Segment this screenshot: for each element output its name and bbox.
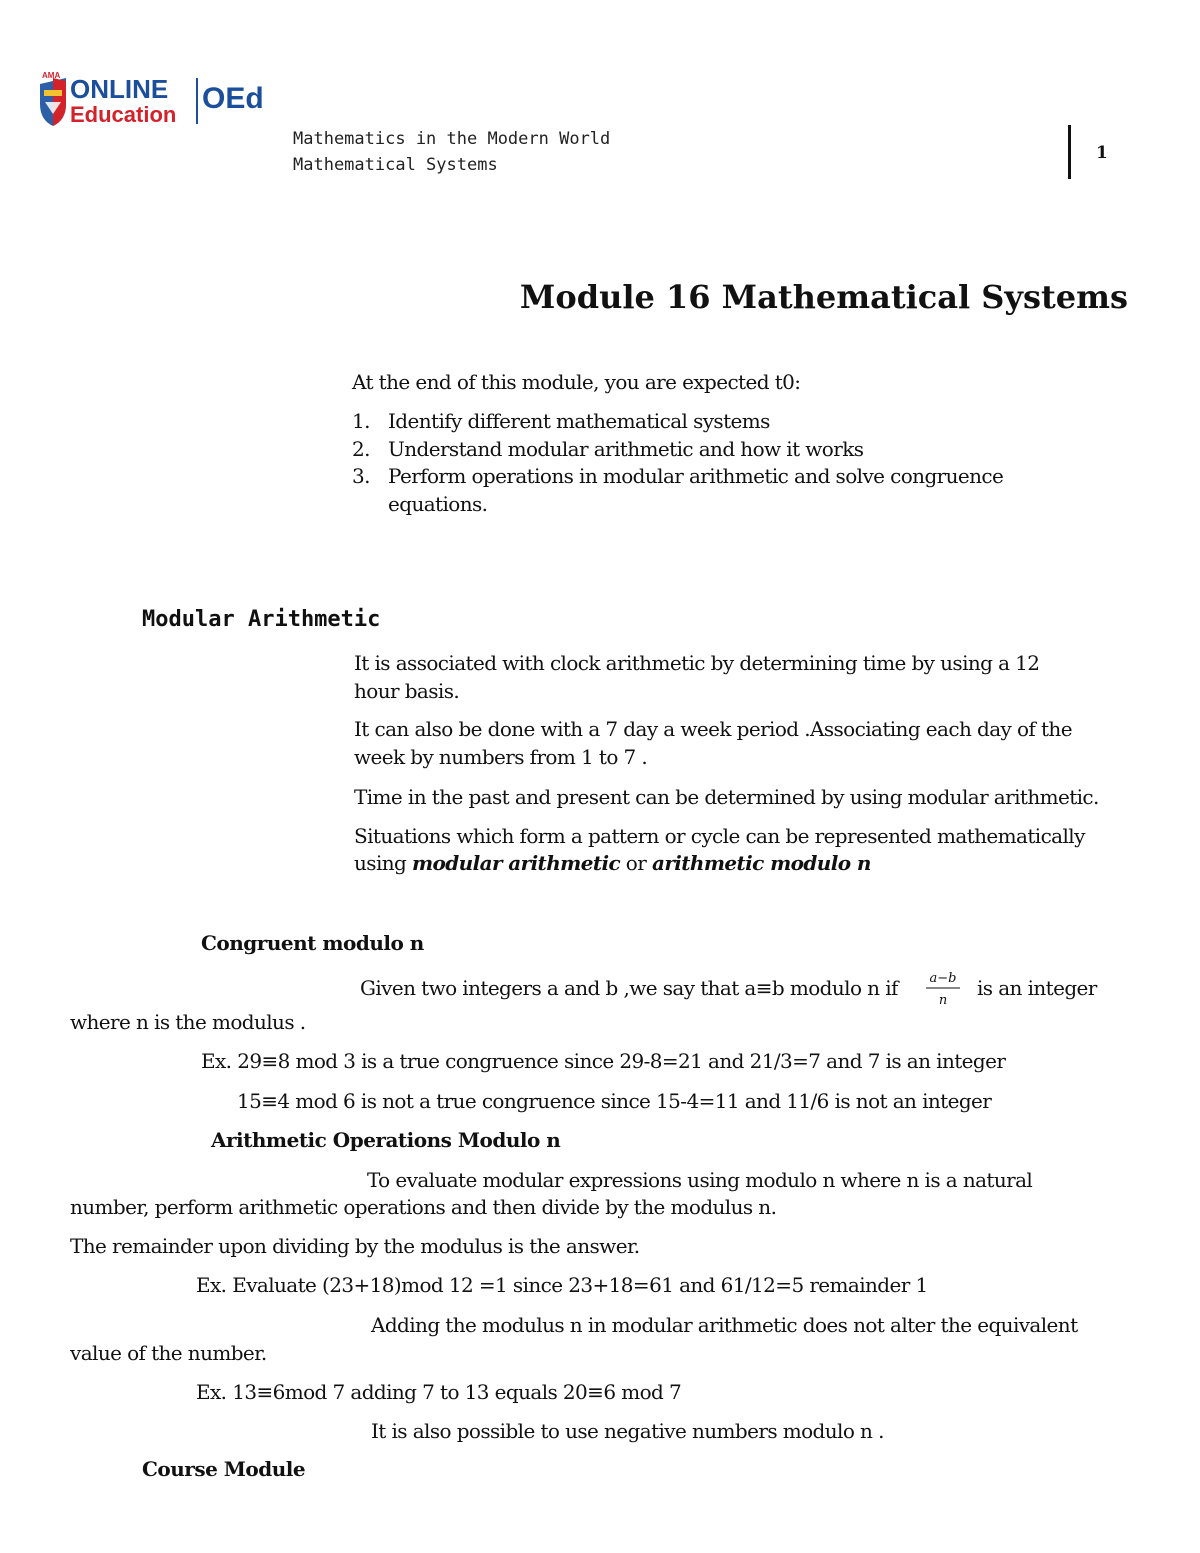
- definition-line: where n is the modulus .: [70, 1010, 306, 1034]
- objective-item-continued: equations.: [388, 492, 488, 516]
- fraction-a-minus-b-over-n: [920, 968, 966, 1010]
- shield-icon: [40, 78, 66, 126]
- logo-divider: [196, 78, 198, 124]
- definition-line: Given two integers a and b ,we say that a≡b modulo n if: [360, 976, 898, 1000]
- subheading-congruent-modulo-n: Congruent modulo n: [201, 931, 424, 955]
- paragraph-line: hour basis.: [354, 679, 460, 703]
- module-title: Module 16 Mathematical Systems: [519, 278, 1128, 316]
- objective-number: 3.: [352, 464, 370, 488]
- online-education-logo: [36, 70, 276, 130]
- paragraph-line: Time in the past and present can be determined by using modular arithmetic.: [354, 785, 1099, 809]
- objective-number: 2.: [352, 437, 370, 461]
- text-run: or: [620, 851, 652, 875]
- paragraph-line: Situations which form a pattern or cycle can be represented mathematically: [354, 824, 1085, 848]
- paragraph-line: value of the number.: [70, 1341, 267, 1365]
- footer-course-module: Course Module: [142, 1457, 306, 1481]
- header-topic-title: Mathematical Systems: [293, 155, 498, 175]
- objective-item: Identify different mathematical systems: [388, 409, 770, 433]
- example-line: 15≡4 mod 6 is not a true congruence since 15-4=11 and 11/6 is not an integer: [237, 1089, 992, 1113]
- logo-badge-text: AMA: [42, 71, 61, 80]
- paragraph-line: The remainder upon dividing by the modulus is the answer.: [70, 1234, 640, 1258]
- example-line: Ex. Evaluate (23+18)mod 12 =1 since 23+18=61 and 61/12=5 remainder 1: [196, 1273, 928, 1297]
- paragraph-line: It is also possible to use negative numbers modulo n .: [371, 1419, 884, 1443]
- page-number: 1: [1096, 143, 1108, 163]
- objective-item: Perform operations in modular arithmetic and solve congruence: [388, 464, 1004, 488]
- objective-number: 1.: [352, 409, 370, 433]
- paragraph-line: To evaluate modular expressions using modulo n where n is a natural: [367, 1168, 1033, 1192]
- logo-oed-text: OEd: [202, 82, 264, 115]
- logo-online-text: ONLINE: [70, 74, 169, 104]
- paragraph-line: Adding the modulus n in modular arithmetic does not alter the equivalent: [371, 1313, 1078, 1337]
- fraction-denominator: n: [938, 993, 948, 1008]
- header-divider: [1068, 125, 1071, 179]
- paragraph-line: [354, 851, 871, 875]
- emphasis-modular-arithmetic: modular arithmetic: [411, 851, 621, 875]
- objectives-intro: At the end of this module, you are expected t0:: [352, 370, 801, 394]
- logo-education-text: Education: [70, 102, 177, 127]
- fraction-numerator: a−b: [929, 971, 957, 986]
- section-heading-modular-arithmetic: Modular Arithmetic: [142, 607, 381, 632]
- definition-line-end: is an integer: [977, 976, 1097, 1000]
- paragraph-line: week by numbers from 1 to 7 .: [354, 745, 648, 769]
- paragraph-line: It can also be done with a 7 day a week period .Associating each day of the: [354, 717, 1072, 741]
- emphasis-arithmetic-modulo-n: arithmetic modulo n: [651, 851, 871, 875]
- paragraph-line: It is associated with clock arithmetic by determining time by using a 12: [354, 651, 1040, 675]
- example-line: Ex. 13≡6mod 7 adding 7 to 13 equals 20≡6 mod 7: [196, 1380, 682, 1404]
- objective-item: Understand modular arithmetic and how it works: [388, 437, 864, 461]
- text-run: using: [354, 851, 412, 875]
- example-line: Ex. 29≡8 mod 3 is a true congruence since 29-8=21 and 21/3=7 and 7 is an integer: [201, 1049, 1006, 1073]
- subheading-arithmetic-operations: Arithmetic Operations Modulo n: [211, 1128, 561, 1152]
- header-course-title: Mathematics in the Modern World: [293, 129, 611, 149]
- paragraph-line: number, perform arithmetic operations and then divide by the modulus n.: [70, 1195, 777, 1219]
